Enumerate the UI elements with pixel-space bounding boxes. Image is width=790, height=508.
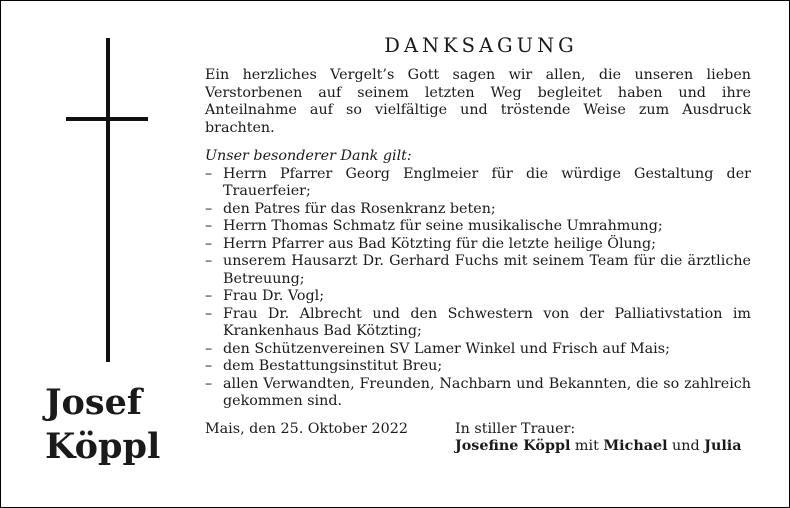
place-date: Mais, den 25. Oktober 2022	[205, 420, 408, 437]
thanks-heading: Unser besonderer Dank gilt:	[205, 148, 412, 164]
list-item	[205, 376, 751, 411]
dash-bullet: –	[205, 288, 213, 304]
list-item-text: dem Bestattungsinstitut Breu;	[223, 358, 443, 374]
cross-icon-vertical	[106, 38, 110, 362]
dash-bullet: –	[205, 305, 213, 322]
list-item-text: unserem Hausarzt Dr. Gerhard Fuchs mit seinem Team für die ärztliche Betreuung;	[223, 253, 751, 287]
mourning-label: In stiller Trauer:	[455, 420, 576, 437]
list-item-text: Herrn Thomas Schmatz für seine musikalische Umrahmung;	[223, 218, 663, 234]
mourners-line	[455, 438, 741, 456]
dash-bullet: –	[205, 200, 213, 217]
list-item	[205, 218, 751, 236]
mourner-name: Julia	[704, 438, 742, 454]
mourner-name: Michael	[603, 438, 668, 454]
list-item-text: Herrn Pfarrer Georg Englmeier für die würdige Gestaltung der Trauerfeier;	[223, 165, 751, 199]
notice-footer	[205, 421, 751, 461]
deceased-first-name: Josef	[45, 382, 142, 423]
list-item	[205, 236, 751, 254]
cross-icon-horizontal	[66, 117, 148, 121]
list-item	[205, 166, 751, 201]
list-item	[205, 306, 751, 341]
mourner-connector: mit	[570, 438, 604, 454]
mourner-name: Josefine Köppl	[455, 438, 571, 454]
dash-bullet: –	[205, 165, 213, 182]
mourner-connector: und	[667, 438, 705, 454]
dash-bullet: –	[205, 218, 213, 234]
list-item	[205, 341, 751, 359]
deceased-name	[45, 381, 175, 469]
dash-bullet: –	[205, 235, 213, 252]
list-item-text: Frau Dr. Albrecht und den Schwestern von der Palliativstation im Krankenhaus Bad Kötzting;	[223, 305, 751, 339]
dash-bullet: –	[205, 358, 213, 374]
list-item	[205, 288, 751, 306]
list-item	[205, 358, 751, 376]
list-item-text: Herrn Pfarrer aus Bad Kötzting für die letzte heilige Ölung;	[223, 235, 656, 252]
notice-content	[205, 33, 751, 461]
list-item	[205, 253, 751, 288]
dash-bullet: –	[205, 340, 213, 357]
list-item-text: Frau Dr. Vogl;	[223, 288, 325, 304]
list-item	[205, 201, 751, 219]
list-item-text: allen Verwandten, Freunden, Nachbarn und Bekannten, die so zahlreich gekommen sind.	[223, 375, 751, 409]
notice-intro: Ein herzliches Vergelt’s Gott sagen wir allen, die unseren lieben Verstorbenen auf seinem letzten Weg begleitet haben und ihre Anteilnahme auf so vielfältige und tröstende Weise zum Ausdruck brachten.	[205, 67, 751, 136]
list-item-text: den Patres für das Rosenkranz beten;	[223, 200, 496, 217]
mourners-block	[455, 421, 741, 456]
list-item-text: den Schützenvereinen SV Lamer Winkel und Frisch auf Mais;	[223, 340, 670, 357]
notice-title: DANKSAGUNG	[384, 34, 578, 57]
dash-bullet: –	[205, 375, 213, 392]
dash-bullet: –	[205, 253, 213, 269]
thanks-list	[205, 166, 751, 411]
deceased-last-name: Köppl	[45, 426, 161, 467]
